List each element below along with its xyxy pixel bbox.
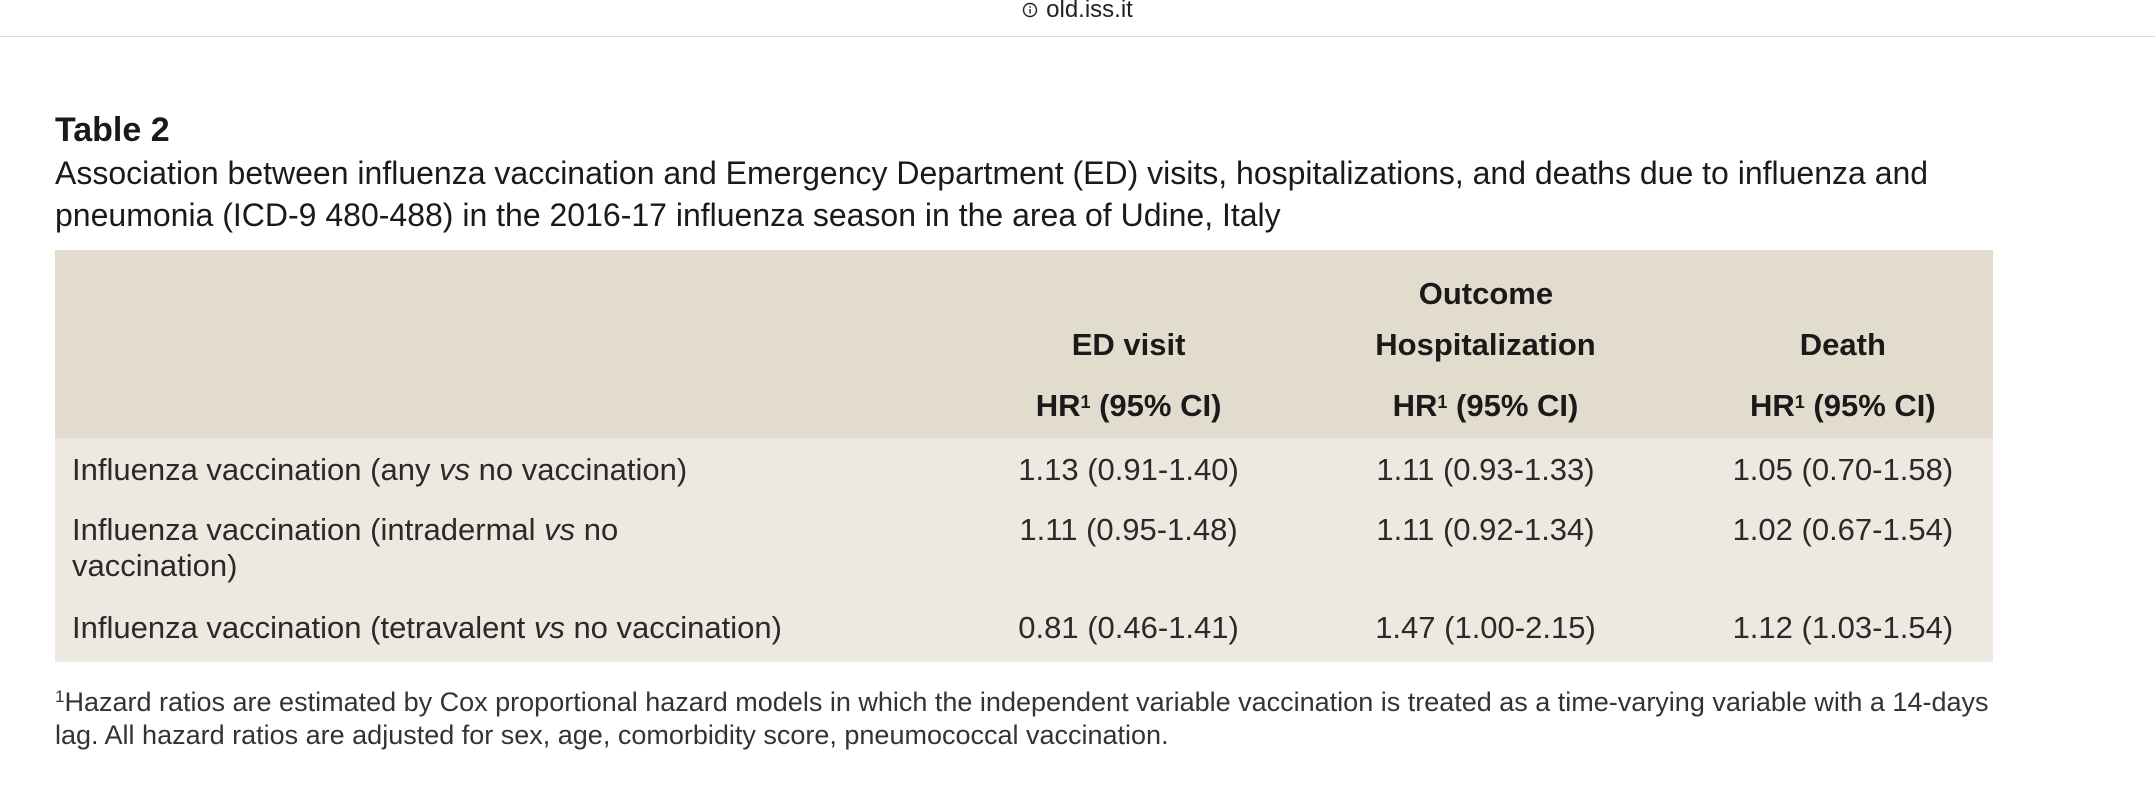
hr-sup: 1 <box>1437 392 1448 412</box>
table-header <box>55 250 1993 438</box>
header-empty <box>55 250 979 316</box>
url-display[interactable] <box>1022 0 1133 22</box>
header-ed-visit: ED visit <box>1071 327 1186 362</box>
table-body <box>55 438 1993 662</box>
row-label <box>55 598 979 662</box>
footnote-text: Hazard ratios are estimated by Cox proportional hazard models in which the independent variable vaccination is treated as a time-varying variable with a 14-days lag. All hazard ratios are adjusted for sex, age, comorbidity score, pneumococcal vaccination. <box>55 687 1989 750</box>
header-empty <box>55 374 979 438</box>
row-label-text: Influenza vaccination (any <box>72 452 440 487</box>
row-label-text: no vaccination) <box>470 452 688 487</box>
row-label <box>55 438 979 500</box>
cell-ed-visit: 0.81 (0.46-1.41) <box>1018 610 1239 645</box>
row-label-vs: vs <box>533 610 565 645</box>
cell-ed-visit: 1.13 (0.91-1.40) <box>1018 452 1239 487</box>
row-label-text: Influenza vaccination (intradermal <box>72 512 545 547</box>
cell-death: 1.02 (0.67-1.54) <box>1732 512 1954 547</box>
row-label-text: no vaccination) <box>72 512 619 583</box>
cell-hospitalization: 1.47 (1.00-2.15) <box>1375 610 1596 645</box>
header-death: Death <box>1799 327 1886 362</box>
row-label-text: Influenza vaccination (tetravalent <box>72 610 534 645</box>
hr-suffix: (95% CI) <box>1804 388 1936 423</box>
cell-hospitalization: 1.11 (0.92-1.34) <box>1376 512 1595 547</box>
table-row <box>55 438 1993 500</box>
table-row <box>55 598 1993 662</box>
cell-death: 1.05 (0.70-1.58) <box>1732 452 1954 487</box>
info-icon[interactable] <box>1022 2 1038 18</box>
footnote-mark: 1 <box>55 687 65 706</box>
cell-death: 1.12 (1.03-1.54) <box>1732 610 1954 645</box>
header-hr-ed <box>979 374 1278 438</box>
table-caption: Association between influenza vaccination and Emergency Department (ED) visits, hospitalizations, and deaths due to influenza and pneumonia (ICD-9 480-488) in the 2016-17 influenza season in the area of Udine, Italy <box>55 155 1929 233</box>
hr-sup: 1 <box>1080 392 1091 412</box>
url-text: old.iss.it <box>1046 0 1133 23</box>
hr-prefix: HR <box>1392 388 1438 423</box>
header-outcome: Outcome <box>1418 276 1554 311</box>
results-table <box>55 250 1993 662</box>
table-label: Table 2 <box>55 111 170 149</box>
table-footnote <box>55 680 2015 752</box>
hr-prefix: HR <box>1035 388 1081 423</box>
row-label <box>55 500 979 598</box>
cell-ed-visit: 1.11 (0.95-1.48) <box>1019 512 1238 547</box>
table-row <box>55 500 1993 598</box>
header-hospitalization: Hospitalization <box>1375 327 1596 362</box>
address-bar <box>0 0 2155 37</box>
header-hr-death <box>1693 374 1993 438</box>
row-label-vs: vs <box>439 452 471 487</box>
hr-sup: 1 <box>1794 392 1805 412</box>
hr-prefix: HR <box>1750 388 1795 423</box>
header-empty <box>55 316 979 374</box>
cell-hospitalization: 1.11 (0.93-1.33) <box>1376 452 1595 487</box>
header-hr-hosp <box>1278 374 1692 438</box>
row-label-text: no vaccination) <box>564 610 782 645</box>
hr-suffix: (95% CI) <box>1090 388 1222 423</box>
hr-suffix: (95% CI) <box>1447 388 1579 423</box>
table-figure <box>55 110 1995 752</box>
row-label-vs: vs <box>544 512 576 547</box>
